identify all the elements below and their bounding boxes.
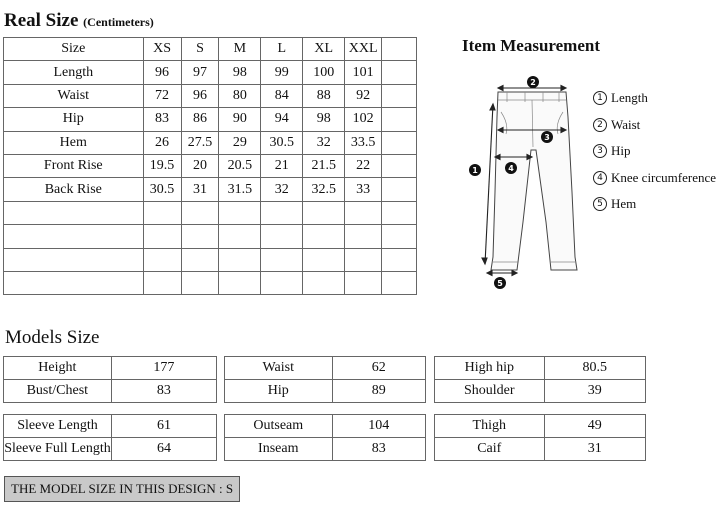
size-cell: 83 bbox=[143, 108, 181, 131]
model-label: Hip bbox=[225, 380, 333, 403]
size-cell bbox=[181, 248, 219, 271]
size-cell: 32 bbox=[303, 131, 345, 154]
real-size-table bbox=[3, 37, 417, 295]
legend-num-icon: 3 bbox=[593, 144, 607, 158]
models-table-2b bbox=[224, 414, 426, 461]
size-cell bbox=[4, 201, 144, 224]
size-cell: 21.5 bbox=[303, 154, 345, 177]
model-value: 62 bbox=[332, 357, 426, 380]
size-cell bbox=[261, 271, 303, 294]
model-value: 104 bbox=[332, 415, 425, 438]
size-cell: 29 bbox=[219, 131, 261, 154]
size-cell: 80 bbox=[219, 84, 261, 107]
marker-3: 3 bbox=[544, 133, 550, 142]
size-cell: 31 bbox=[181, 178, 219, 201]
model-value: 80.5 bbox=[544, 357, 645, 380]
size-row bbox=[4, 61, 417, 84]
size-cell bbox=[143, 248, 181, 271]
model-label: Caif bbox=[435, 438, 545, 461]
legend-num-icon: 5 bbox=[593, 197, 607, 211]
size-cell: 102 bbox=[345, 108, 382, 131]
size-cell bbox=[345, 201, 382, 224]
size-cell bbox=[345, 225, 382, 248]
legend-item-knee bbox=[593, 165, 716, 192]
size-cell bbox=[303, 248, 345, 271]
size-row bbox=[4, 271, 417, 294]
model-label: Sleeve Full Length bbox=[4, 438, 112, 461]
model-value: 49 bbox=[544, 415, 645, 438]
model-row bbox=[435, 438, 646, 461]
size-cell bbox=[4, 225, 144, 248]
model-row bbox=[4, 357, 217, 380]
size-cell: 101 bbox=[345, 61, 382, 84]
model-label: Outseam bbox=[225, 415, 333, 438]
size-cell bbox=[382, 154, 417, 177]
size-cell bbox=[382, 271, 417, 294]
size-row bbox=[4, 154, 417, 177]
size-cell bbox=[303, 271, 345, 294]
legend-label: Hem bbox=[611, 196, 637, 211]
size-cell: 21 bbox=[261, 154, 303, 177]
model-value: 61 bbox=[111, 415, 216, 438]
real-size-title bbox=[4, 10, 154, 32]
size-cell: 96 bbox=[143, 61, 181, 84]
size-cell: 86 bbox=[181, 108, 219, 131]
size-cell bbox=[261, 248, 303, 271]
size-cell bbox=[261, 201, 303, 224]
model-size-note: THE MODEL SIZE IN THIS DESIGN : S bbox=[4, 476, 240, 502]
model-label: Inseam bbox=[225, 438, 333, 461]
size-cell: L bbox=[261, 38, 303, 61]
size-cell: 31.5 bbox=[219, 178, 261, 201]
size-row bbox=[4, 108, 417, 131]
size-cell bbox=[143, 271, 181, 294]
model-value: 83 bbox=[111, 380, 216, 403]
size-cell: 98 bbox=[303, 108, 345, 131]
size-cell bbox=[143, 225, 181, 248]
size-cell bbox=[382, 178, 417, 201]
model-row bbox=[225, 357, 426, 380]
size-cell: 100 bbox=[303, 61, 345, 84]
size-cell bbox=[345, 271, 382, 294]
size-cell: XS bbox=[143, 38, 181, 61]
models-size-title: Models Size bbox=[5, 327, 100, 348]
model-row bbox=[4, 380, 217, 403]
size-cell: 72 bbox=[143, 84, 181, 107]
model-row bbox=[4, 438, 217, 461]
size-cell bbox=[382, 131, 417, 154]
model-value: 89 bbox=[332, 380, 426, 403]
marker-2: 2 bbox=[530, 78, 536, 87]
legend-label: Length bbox=[611, 90, 648, 105]
measurement-legend bbox=[593, 85, 716, 218]
size-cell: 32.5 bbox=[303, 178, 345, 201]
model-label: Waist bbox=[225, 357, 333, 380]
marker-1: 1 bbox=[472, 166, 478, 175]
model-value: 177 bbox=[111, 357, 216, 380]
model-row bbox=[225, 438, 426, 461]
model-row bbox=[435, 415, 646, 438]
model-value: 64 bbox=[111, 438, 216, 461]
size-cell: 32 bbox=[261, 178, 303, 201]
size-cell bbox=[143, 201, 181, 224]
item-measurement-title: Item Measurement bbox=[462, 36, 601, 55]
size-row bbox=[4, 131, 417, 154]
model-row bbox=[225, 415, 426, 438]
size-cell: 26 bbox=[143, 131, 181, 154]
size-cell: 92 bbox=[345, 84, 382, 107]
size-cell bbox=[4, 248, 144, 271]
size-cell: 99 bbox=[261, 61, 303, 84]
size-cell bbox=[382, 108, 417, 131]
size-cell: 94 bbox=[261, 108, 303, 131]
size-row bbox=[4, 38, 417, 61]
model-row bbox=[225, 380, 426, 403]
models-table-1a bbox=[3, 356, 217, 403]
size-cell: XXL bbox=[345, 38, 382, 61]
size-row bbox=[4, 248, 417, 271]
marker-5: 5 bbox=[497, 279, 503, 288]
legend-item-length bbox=[593, 85, 716, 112]
size-cell bbox=[345, 248, 382, 271]
model-label: High hip bbox=[435, 357, 545, 380]
size-cell bbox=[382, 38, 417, 61]
model-label: Height bbox=[4, 357, 112, 380]
legend-label: Hip bbox=[611, 143, 631, 158]
models-table-1b bbox=[224, 356, 426, 403]
size-cell bbox=[261, 225, 303, 248]
size-cell: Front Rise bbox=[4, 154, 144, 177]
size-cell bbox=[219, 201, 261, 224]
size-cell bbox=[382, 225, 417, 248]
legend-item-waist bbox=[593, 112, 716, 139]
real-size-title-text: Real Size bbox=[4, 10, 79, 31]
size-cell: Hip bbox=[4, 108, 144, 131]
models-table-2c bbox=[434, 414, 646, 461]
size-row bbox=[4, 225, 417, 248]
size-cell bbox=[181, 201, 219, 224]
model-label: Bust/Chest bbox=[4, 380, 112, 403]
pants-outline bbox=[491, 92, 577, 270]
size-cell bbox=[303, 201, 345, 224]
size-cell: Back Rise bbox=[4, 178, 144, 201]
legend-num-icon: 4 bbox=[593, 171, 607, 185]
model-label: Thigh bbox=[435, 415, 545, 438]
model-value: 31 bbox=[544, 438, 645, 461]
size-cell: 33 bbox=[345, 178, 382, 201]
size-cell: 19.5 bbox=[143, 154, 181, 177]
size-cell bbox=[382, 248, 417, 271]
size-row bbox=[4, 201, 417, 224]
size-cell: 33.5 bbox=[345, 131, 382, 154]
size-cell bbox=[219, 248, 261, 271]
legend-label: Waist bbox=[611, 116, 641, 132]
size-cell: 84 bbox=[261, 84, 303, 107]
size-cell: Waist bbox=[4, 84, 144, 107]
size-cell bbox=[219, 225, 261, 248]
model-row bbox=[4, 415, 217, 438]
legend-item-hem bbox=[593, 191, 716, 218]
size-cell bbox=[181, 271, 219, 294]
size-row bbox=[4, 178, 417, 201]
size-cell: 90 bbox=[219, 108, 261, 131]
size-cell: 20 bbox=[181, 154, 219, 177]
models-table-2a bbox=[3, 414, 217, 461]
model-value: 39 bbox=[544, 380, 645, 403]
model-label: Shoulder bbox=[435, 380, 545, 403]
model-row bbox=[435, 357, 646, 380]
size-cell: 30.5 bbox=[143, 178, 181, 201]
size-cell bbox=[382, 201, 417, 224]
size-cell: M bbox=[219, 38, 261, 61]
marker-4: 4 bbox=[508, 164, 514, 173]
model-label: Sleeve Length bbox=[4, 415, 112, 438]
size-cell: Size bbox=[4, 38, 144, 61]
size-cell: S bbox=[181, 38, 219, 61]
models-table-1c bbox=[434, 356, 646, 403]
size-cell bbox=[382, 84, 417, 107]
pants-diagram bbox=[465, 72, 590, 292]
legend-num-icon: 1 bbox=[593, 91, 607, 105]
model-value: 83 bbox=[332, 438, 425, 461]
size-cell: 30.5 bbox=[261, 131, 303, 154]
real-size-unit: (Centimeters) bbox=[83, 15, 154, 29]
size-row bbox=[4, 84, 417, 107]
size-cell: 22 bbox=[345, 154, 382, 177]
size-cell bbox=[4, 271, 144, 294]
size-cell: Hem bbox=[4, 131, 144, 154]
size-cell: Length bbox=[4, 61, 144, 84]
size-cell: 20.5 bbox=[219, 154, 261, 177]
size-cell: 98 bbox=[219, 61, 261, 84]
legend-num-icon: 2 bbox=[593, 118, 607, 132]
size-cell bbox=[303, 225, 345, 248]
legend-item-hip bbox=[593, 138, 716, 165]
size-cell bbox=[382, 61, 417, 84]
size-cell: 88 bbox=[303, 84, 345, 107]
size-cell: XL bbox=[303, 38, 345, 61]
size-cell bbox=[219, 271, 261, 294]
size-cell: 96 bbox=[181, 84, 219, 107]
size-cell: 97 bbox=[181, 61, 219, 84]
size-cell: 27.5 bbox=[181, 131, 219, 154]
model-row bbox=[435, 380, 646, 403]
legend-label: Knee circumference bbox=[611, 169, 717, 185]
size-cell bbox=[181, 225, 219, 248]
